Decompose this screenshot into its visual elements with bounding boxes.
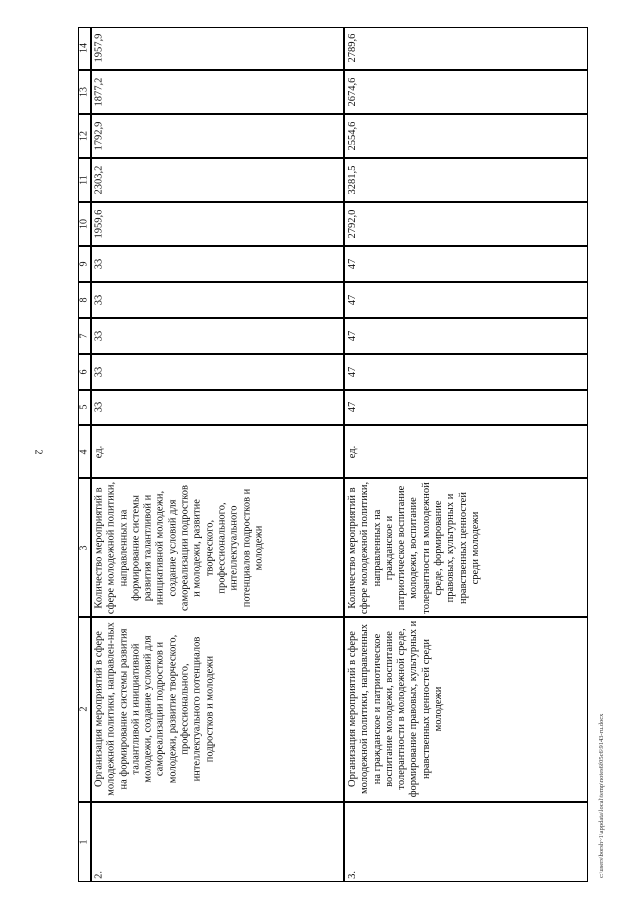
table-cell [91,202,344,245]
indicator-name: Количество мероприятий в сфере молодежной политики, направленных на гражданское и патриотическое воспитание молодежи, воспитание толерантности в молодежной среде, формирование правовых, культурных и нравственных ценностей среди молодежи [346,481,481,614]
table-cell [78,425,91,478]
amount-cell: 3281,5 [346,165,358,195]
table-cell [91,158,344,202]
table-cell [344,202,588,245]
value-cell: 33 [93,294,105,306]
unit-of-measure: ед. [93,445,105,458]
row-number: 3. [346,870,358,879]
amount-cell: 2674,6 [346,77,358,107]
table-cell [78,802,91,882]
table-cell [344,354,588,390]
amount-cell: 2554,6 [346,121,358,151]
table-cell [91,114,344,158]
column-number-10: 10 [78,218,90,229]
table-cell [91,318,344,354]
column-number-3: 3 [78,545,90,551]
table-cell [91,354,344,390]
table-cell [344,158,588,202]
column-number-2: 2 [78,706,90,712]
unit-of-measure: ед. [346,445,358,458]
table-cell [91,617,344,802]
value-cell: 47 [346,402,358,413]
table-cell [91,478,344,617]
value-cell: 47 [346,330,358,342]
value-cell: 47 [346,294,358,306]
column-number-13: 13 [78,87,90,98]
table-cell [78,354,91,390]
amount-cell: 1877,2 [93,77,105,107]
value-cell: 33 [93,402,105,413]
column-number-9: 9 [78,261,90,267]
table-cell [344,27,588,71]
table-cell [78,318,91,354]
column-number-11: 11 [78,175,90,186]
table-cell [344,246,588,282]
table-cell [344,390,588,426]
activity-name: Организация мероприятий в сфере молодежной политики, направленных на гражданское и патриотическое воспитание молодежи, воспитание толерантности в молодежной среде, формирование правовых, культурных и нравственных ценностей среди молодежи [346,621,444,798]
table-cell [344,425,588,478]
column-number-14: 14 [78,43,90,54]
table-cell [91,425,344,478]
table-cell [91,27,344,71]
value-cell: 47 [346,366,358,377]
column-number-12: 12 [78,131,90,142]
indicators-table [78,27,588,882]
table-cell [78,158,91,202]
table-cell [344,114,588,158]
activity-name: Организация мероприятий в сфере молодежной политики, направлен-ных на формирование системы развития талантливой и инициативной молодежи, создание условий для самореализации подростков и молодежи, развитие творческого, профессионального, интеллектуального потенциалов подростков и молодежи [93,622,216,797]
document-file-path: c:\users\borsh~1\appdata\local\temp\notes6f05c6\9143-ru.docx [598,713,605,878]
column-number-7: 7 [78,333,90,339]
value-cell: 47 [346,258,358,269]
value-cell: 33 [93,366,105,377]
indicator-name: Количество мероприятий в сфере молодежной политики, направленных на формирование системы развития талантливой и инициативной молодежи, создание условий для самореализации подростков и молодежи, развитие творческого, профессионального, интеллектуального потенциалов подростков и молодежи [93,481,265,614]
table-cell [344,318,588,354]
column-number-5: 5 [78,404,90,410]
amount-cell: 2789,6 [346,34,358,63]
table-row-2-num-cell [91,802,344,882]
amount-cell: 1959,6 [93,209,105,239]
column-number-4: 4 [78,449,90,455]
table-cell [344,802,588,882]
table-cell [78,27,91,71]
amount-cell: 1957,9 [93,34,105,63]
value-cell: 33 [93,258,105,269]
amount-cell: 2303,2 [93,165,105,195]
row-number: 2. [93,870,105,879]
table-cell [78,617,91,802]
amount-cell: 2792,0 [346,209,358,239]
column-number-6: 6 [78,369,90,375]
table-cell [344,617,588,802]
table-cell [78,390,91,426]
table-cell [91,282,344,318]
table-cell [344,70,588,114]
table-cell [78,202,91,245]
table-cell [91,70,344,114]
page-number: 2 [32,449,44,455]
table-cell [78,70,91,114]
table-cell [78,282,91,318]
table-cell [91,390,344,426]
table-cell [91,246,344,282]
value-cell: 33 [93,330,105,342]
table-cell [78,478,91,617]
table-cell [78,114,91,158]
table-cell [344,478,588,617]
table-cell [344,282,588,318]
table-cell [78,246,91,282]
column-number-1: 1 [78,839,90,845]
amount-cell: 1792,9 [93,121,105,151]
column-number-8: 8 [78,297,90,303]
